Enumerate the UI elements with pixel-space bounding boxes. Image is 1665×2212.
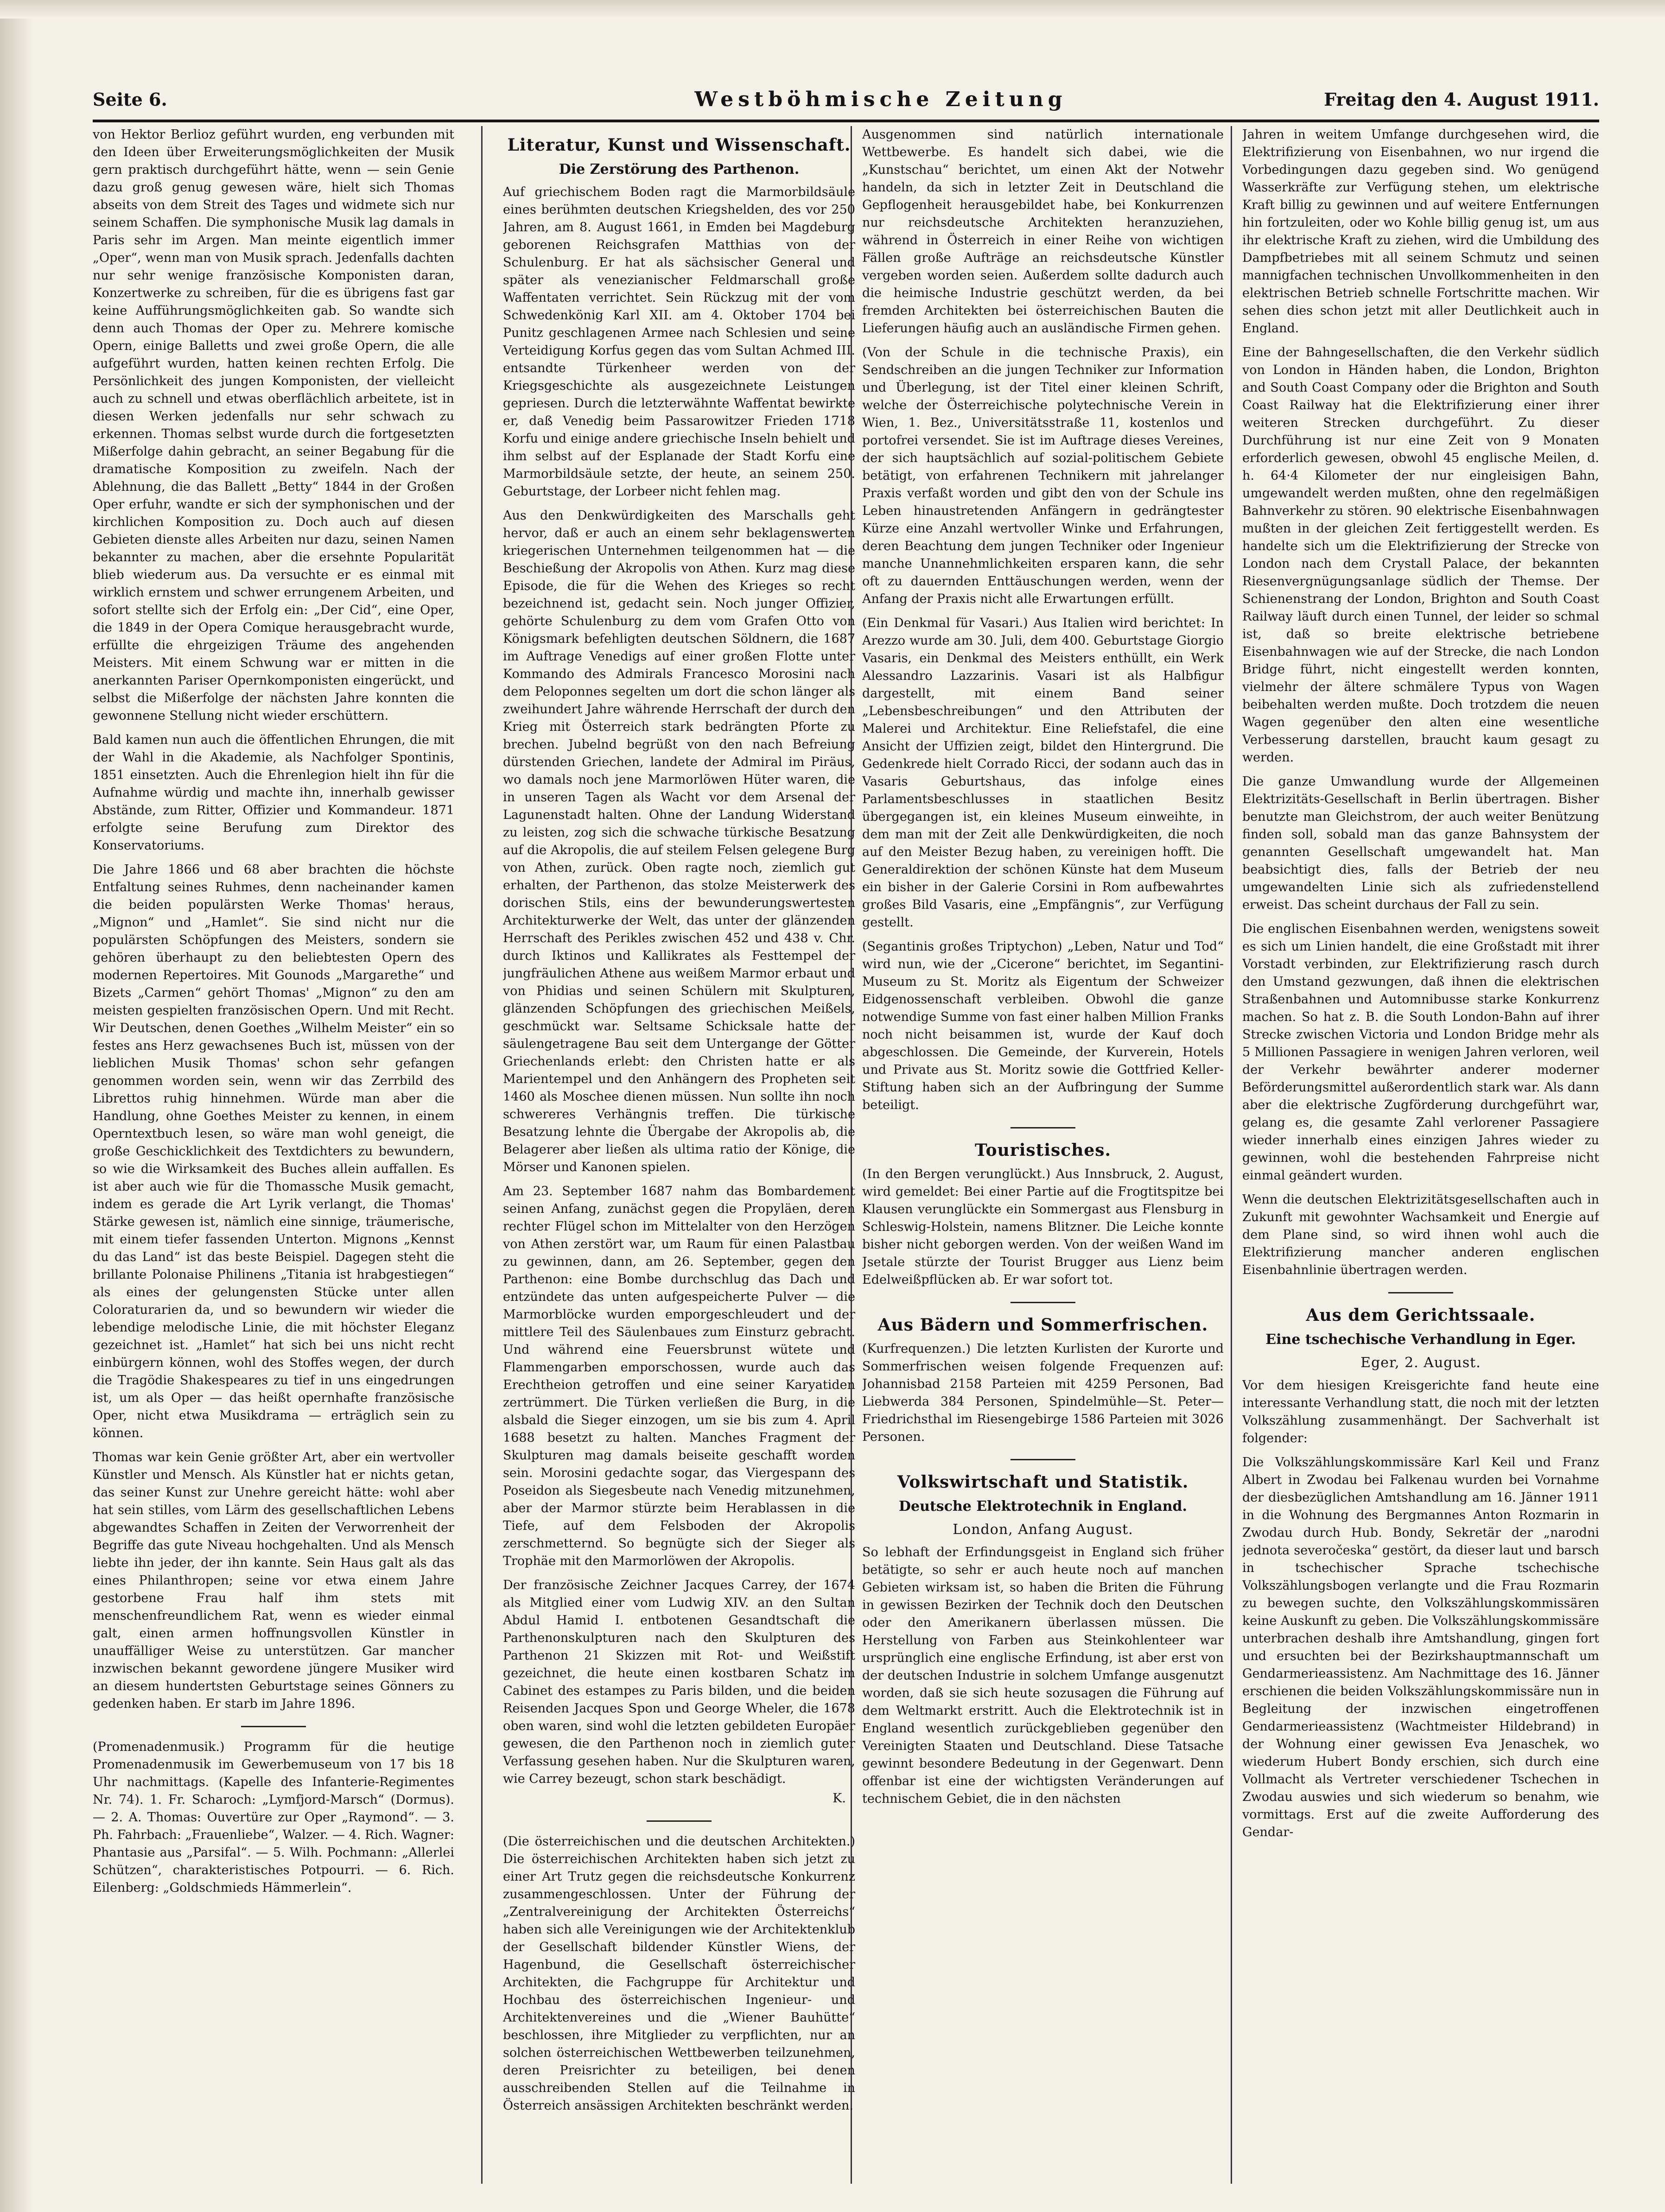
article-paragraph: Die ganze Umwandlung wurde der Allgemeinen Elektrizitäts-Gesellschaft in Berlin übertragen. Bisher benutzte man Gleichstrom, der auch weiter Benützung finden soll, sobald man das ganze Bahnsystem der genannten Gesellschaft umgewandelt hat. Man beabsichtigt dies, falls der Betrieb der neu umgewandelten Linie sich als zufriedenstellend erweist. Das scheint durchaus der Fall zu sein.	[1242, 774, 1599, 912]
dateline: London, Anfang August.	[953, 1521, 1133, 1538]
section-heading-touristik: Touristisches.	[974, 1141, 1112, 1160]
promenade-notice: (Promenadenmusik.) Programm für die heutige Promenadenmusik im Gewerbemuseum von 17 bis 18 Uhr nachmittags. (Kapelle des Infanterie-Regimentes Nr. 74). 1. Fr. Scharoch: „Lymfjord-Marsch“ (Dormus). — 2. A. Thomas: Ouvertüre zur Oper „Raymond“. — 3. Ph. Fahrbach: „Frauenliebe“, Walzer. — 4. Rich. Wagner: Phantasie aus „Parsifal“. — 5. Wilh. Pochmann: „Allerlei Schützen“, charakteristisches Potpourri. — 6. Rich. Eilenberg: „Goldschmieds Hämmerlein“.	[93, 1740, 454, 1895]
separator-rule	[1010, 1302, 1075, 1303]
article-paragraph: (In den Bergen verunglückt.) Aus Innsbruck, 2. August, wird gemeldet: Bei einer Partie auf die Frogtitspitze bei Klausen verunglückte ein Sommergast aus Flensburg in Schleswig-Holstein, namens Blitzner. Die Leiche konnte bisher nicht geborgen werden. Von der weißen Wand im Jsetale stürzte der Tourist Brugger aus Lienz beim Edelweißpflücken ab. Er war sofort tot.	[862, 1167, 1224, 1287]
article-paragraph: Jahren in weitem Umfange durchgesehen wird, die Elektrifizierung von Eisenbahnen, wo nur irgend die Vorbedingungen dazu gegeben sind. Wo genügend Wasserkräfte zur Verfügung stehen, um elektrische Kraft billig zu gewinnen und auf weitere Entfernungen hin fortzuleiten, oder wo Kohle billig genug ist, um aus ihr elektrische Kraft zu ziehen, wird die Umbildung des Dampfbetriebes mit all seinem Schmutz und seinen mannigfachen technischen Unvollkommenheiten in den elektrischen Betrieb schnelle Fortschritte machen. Wir sehen dies schon jetzt mit aller Deutlichkeit auch in England.	[1242, 127, 1599, 336]
article-paragraph: (Die österreichischen und die deutschen Architekten.) Die österreichischen Architekten haben sich jetzt zu einer Art Trutz gegen die reichsdeutsche Konkurrenz zusammengeschlossen. Unter der Führung der „Zentralvereinigung der Architekten Österreichs“ haben sich alle Vereinigungen wie der Architektenklub der Gesellschaft bildender Künstler Wiens, der Hagenbund, die Gesellschaft österreichischer Architekten, die Fachgruppe für Architektur und Hochbau des österreichischen Ingenieur- und Architektenvereines und die „Wiener Bauhütte“ beschlossen, ihre Mitglieder zu verpflichten, nur an solchen österreichischen Wettbewerben teilzunehmen, deren Preisrichter zu beteiligen, bei denen ausschreibenden Stellen auf die Teilnahme in Österreich ansässigen Architekten beschränkt werden.	[503, 1834, 855, 2113]
article-paragraph: Eine der Bahngesellschaften, die den Verkehr südlich von London in Händen haben, die London, Brighton and South Coast Company oder die Brighton and South Coast Railway hat die Elektrifizierung einer ihrer weiteren Strecken durchgeführt. Zu dieser Durchführung ist nur eine Zeit von 9 Monaten erforderlich gewesen, obwohl 45 englische Meilen, d. h. 64·4 Kilometer der nur eingleisigen Bahn, umgewandelt werden mußten, ohne den regelmäßigen Bahnverkehr zu stören. 90 elektrische Eisenbahnwagen mußten in der gleichen Zeit fertiggestellt werden. Es handelte sich um die Elektrifizierung der Strecke von London nach dem Crystall Palace, der bekannten Riesenvergnügungsanlage südlich der Themse. Der Schienenstrang der London, Brighton and South Coast Railway läuft durch einen Tunnel, der leider so schmal ist, daß so breite elektrische betriebene Eisenbahnwagen wie auf der Strecke, die nach London Bridge führt, nicht eingestellt werden konnten, vielmehr der ältere schmälere Typus von Wagen beibehalten werden mußte. Doch trotzdem die neuen Wagen gegenüber den alten eine wesentliche Verbesserung darstellen, braucht kaum gesagt zu werden.	[1242, 345, 1599, 765]
article-paragraph: Die englischen Eisenbahnen werden, wenigstens soweit es sich um Linien handelt, die eine Großstadt mit ihrer Vorstadt verbinden, zur Elektrifizierung rasch durch den Umstand gezwungen, daß ihnen die elektrischen Straßenbahnen und Automnibusse starke Konkurrenz machen. So hat z. B. die South London-Bahn auf ihrer Strecke zwischen Victoria und London Bridge mehr als 5 Millionen Passagiere in wenigen Jahren verloren, weil der Verkehr bewährter anderer moderner Beförderungsmittel außerordentlich stark war. Als dann aber die elektrische Zugförderung durchgeführt war, gelang es, die gesamte Zahl verlorener Passagiere wieder innerhalb eines einzigen Jahres wieder zu gewinnen, wohl die bestehenden Fahrpreise nicht einmal geändert wurden.	[1242, 922, 1599, 1183]
header-rule	[93, 120, 1599, 122]
article-paragraph: Die Jahre 1866 und 68 aber brachten die höchste Entfaltung seines Ruhmes, denn nacheinander kamen die beiden populärsten Werke Thomas' heraus, „Mignon“ und „Hamlet“. Sie sind nicht nur die populärsten Schöpfungen des Meisters, sondern sie gehören überhaupt zu den beliebtesten Opern des modernen Repertoires. Mit Gounods „Margarethe“ und Bizets „Carmen“ gehört Thomas' „Mignon“ zu den am meisten gespielten französischen Opern. Und mit Recht. Wir Deutschen, denen Goethes „Wilhelm Meister“ ein so festes ans Herz gewachsenes Buch ist, müssen von der lieblichen Musik Thomas' schon sehr gefangen genommen worden sein, wenn wir das Zerrbild des Librettos ruhig hinnehmen. Würde man aber die Handlung, ohne Goethes Meister zu kennen, in einem Operntextbuch lesen, so wäre man wohl geneigt, die große Geschicklichkeit des Textdichters zu bewundern, so wie die Wirksamkeit des Buches allein auffallen. Es ist aber auch wie für die Thomassche Musik gemacht, indem es gerade die Art Lyrik verlangt, die Thomas' Stärke gewesen ist, nämlich eine sinnige, träumerische, mit einem tiefer fassenden Unterton. Mignons „Kennst du das Land“ ist das beste Beispiel. Dagegen steht die brillante Polonaise Philinens „Titania ist hrabgestiegen“ als eines der gelungensten Stücke unter allen Coloraturarien da, und so bewundern wir wieder die lebendige melodische Linie, die mit höchster Eleganz gezeichnet ist. „Hamlet“ hat sich bei uns nicht recht einbürgern können, wohl des Stoffes wegen, der durch die Tragödie Shakespeares zu tief in uns eingedrungen ist, um als Oper — das heißt opernhafte französische Oper, nicht etwa Musikdrama — erträglich sein zu können.	[93, 862, 454, 1440]
page-number: Seite 6.	[93, 89, 167, 110]
article-paragraph: (Kurfrequenzen.) Die letzten Kurlisten der Kurorte und Sommerfrischen weisen folgende Frequenzen auf: Johannisbad 2158 Parteien mit 4259 Personen, Bad Liebwerda 384 Personen, Spindelmühle—St. Peter—Friedrichsthal im Riesengebirge 1586 Parteien mit 3026 Personen.	[862, 1342, 1224, 1444]
article-title-verhandlung: Eine tschechische Verhandlung in Eger.	[1265, 1331, 1576, 1348]
column-rule	[481, 126, 483, 2184]
column-2	[503, 126, 855, 2184]
column-rule	[1231, 126, 1232, 2184]
scan-edge-left	[0, 0, 32, 2212]
separator-rule	[647, 1820, 712, 1822]
masthead: Westböhmische Zeitung	[694, 88, 1067, 111]
article-paragraph: (Segantinis großes Triptychon) „Leben, Natur und Tod“ wird nun, wie der „Cicerone“ berichtet, im Segantini-Museum zu St. Moritz als Eigentum der Schweizer Eidgenossenschaft verbleiben. Obwohl die ganze notwendige Summe von fast einer halben Million Franks noch nicht beisammen ist, wurde der Kauf doch abgeschlossen. Die Gemeinde, der Kurverein, Hotels und Private aus St. Moritz sowie die Gottfried Keller-Stiftung haben sich an der Aufbringung der Summe beteiligt.	[862, 939, 1224, 1112]
article-title-elektrotechnik: Deutsche Elektrotechnik in England.	[899, 1498, 1187, 1515]
article-paragraph: Ausgenommen sind natürlich internationale Wettbewerbe. Es handelt sich dabei, wie die „Kunstschau“ berichtet, um einen Akt der Notwehr handeln, da sich in letzter Zeit in Deutschland die Gepflogenheit herausgebildet habe, bei Konkurrenzen nur reichsdeutsche Architekten heranzuziehen, während in Österreich in einer Reihe von wichtigen Fällen große Aufträge an reichsdeutsche Künstler vergeben worden seien. Außerdem sollte dadurch auch die heimische Industrie geschützt werden, da bei fremden Architekten bei österreichischen Bauten die Lieferungen häufig auch an ausländische Firmen gehen.	[862, 127, 1224, 336]
separator-rule	[241, 1726, 306, 1727]
dateline: Eger, 2. August.	[1360, 1355, 1481, 1371]
separator-rule	[1388, 1292, 1453, 1293]
section-heading-baeder: Aus Bädern und Sommerfrischen.	[877, 1315, 1208, 1335]
section-heading-literatur: Literatur, Kunst und Wissenschaft.	[507, 135, 851, 155]
separator-rule	[1010, 1127, 1075, 1128]
column-4	[1242, 126, 1599, 2184]
article-paragraph: Der französische Zeichner Jacques Carrey, der 1674 als Mitglied einer vom Ludwig XIV. an den Sultan Abdul Hamid I. entbotenen Gesandtschaft die Parthenonskulpturen nach den Skulpturen des Parthenon 21 Skizzen mit Rot- und Weißstift gezeichnet, die heute einen kostbaren Schatz im Cabinet des estampes zu Paris bilden, und die beiden Reisenden Jacques Spon und George Wheler, die 1678 oben waren, sind wohl die letzten gebildeten Europäer gewesen, die den Parthenon noch in ziemlich guter Verfassung gesehen haben. Nur die Skulpturen waren, wie Carrey bezeugt, schon stark beschädigt.	[503, 1578, 855, 1786]
article-paragraph: Wenn die deutschen Elektrizitätsgesellschaften auch in Zukunft mit gewohnter Wachsamkeit und Energie auf dem Plane sind, so wird ihnen wohl auch die Elektrifizierung mancher anderen englischen Eisenbahnlinie übertragen werden.	[1242, 1192, 1599, 1277]
scan-edge-top	[0, 0, 1665, 19]
article-paragraph: Aus den Denkwürdigkeiten des Marschalls geht hervor, daß er auch an einem sehr beklagenswerten kriegerischen Unternehmen teilgenommen hat — die Beschießung der Akropolis von Athen. Kurz mag diese Episode, die für die Wehen des Krieges so recht bezeichnend ist, gedacht sein. Noch junger Offizier, gehörte Schulenburg zu dem vom Grafen Otto von Königsmark befehligten deutschen Söldnern, die 1687 im Auftrage Venedigs auf einer großen Flotte unter Kommando des Admirals Francesco Morosini nach dem Peloponnes segelten um dort die schon länger als zweihundert Jahre währende Herrschaft der durch den Krieg mit Österreich stark bedrängten Pforte zu brechen. Jubelnd begrüßt von den nach Befreiung dürstenden Griechen, landete der Admiral im Piräus, wo damals noch jene Marmorlöwen Hüter waren, die in unseren Tagen als Wacht vor dem Arsenal der Lagunenstadt halten. Ohne der Landung Widerstand zu leisten, zog sich die schwache türkische Besatzung auf die Akropolis, die auf steilem Felsen gelegene Burg von Athen, zurück. Oben ragte noch, ziemlich gut erhalten, der Parthenon, das stolze Meisterwerk des dorischen Stils, eins der bewunderungswertesten Architekturwerke der Welt, das unter der glänzenden Herrschaft des Perikles zwischen 452 und 438 v. Chr. durch Iktinos und Kallikrates als Festtempel der jungfräulichen Athene aus weißem Marmor erbaut und von Phidias und seinen Schülern mit Skulpturen, glänzenden Schöpfungen des griechischen Meißels, geschmückt war. Seltsame Schicksale hatte der säulengetragene Bau seit dem Untergange der Götter Griechenlands erlebt: den Christen hatte er als Marientempel und den Anhängern des Propheten seit 1460 als Moschee dienen müssen. Nun sollte ihn noch schwereres Verhängnis treffen. Die türkische Besatzung lehnte die Übergabe der Akropolis ab, die Belagerer aber ließen als ultima ratio der Könige, die Mörser und Kanonen spielen.	[503, 508, 855, 1174]
article-paragraph: Bald kamen nun auch die öffentlichen Ehrungen, die mit der Wahl in die Akademie, als Nachfolger Spontinis, 1851 einsetzten. Auch die Ehrenlegion hielt ihn für die Aufnahme würdig und machte ihn, innerhalb gewisser Abstände, zum Ritter, Offizier und Kommandeur. 1871 erfolgte seine Berufung zum Direktor des Konservatoriums.	[93, 733, 454, 853]
article-paragraph: von Hektor Berlioz geführt wurden, eng verbunden mit den Ideen über Erweiterungsmöglichkeiten der Musik gern praktisch durchgeführt hätte, wenn — sein Genie dazu groß genug gewesen wäre, hielt sich Thomas abseits von dem Streit des Tages und widmete sich nur seinem Schaffen. Die symphonische Musik lag damals in Paris sehr im Argen. Man meinte eigentlich immer „Oper“, wenn man von Musik sprach. Jedenfalls dachten nur sehr wenige französische Komponisten daran, Konzertwerke zu schreiben, für die es übrigens fast gar keine Aufführungsmöglichkeiten gab. So wandte sich denn auch Thomas der Oper zu. Mehrere komische Opern, einige Balletts und zwei große Opern, die alle aufgeführt wurden, hatten keinen rechten Erfolg. Die Persönlichkeit des jungen Komponisten, der vielleicht auch zu schnell und etwas oberflächlich arbeitete, ist in diesen Werken jedenfalls nur sehr schwach zu erkennen. Thomas selbst wurde durch die fortgesetzten Mißerfolge dahin gebracht, an seiner Begabung für die dramatische Komposition zu zweifeln. Nach der Ablehnung, die das Ballett „Betty“ 1844 in der Großen Oper erfuhr, wandte er sich der symphonischen und der kirchlichen Komposition zu. Doch auch auf diesen Gebieten dienste alles Arbeiten nur dazu, seinen Namen bekannter zu machen, aber die ersehnte Popularität blieb wiederum aus. Da versuchte er es einmal mit wirklich ernstem und schwer errungenem Arbeiten, und sofort stellte sich der Erfolg ein: „Der Cid“, eine Oper, die 1849 in der Opera Comique herausgebracht wurde, erfüllte die ehrgeizigen Träume des angehenden Meisters. Mit einem Schwung war er mitten in die anerkannten Pariser Opernkomponisten eingerückt, und selbst die Mißerfolge der nächsten Jahre konnten die gewonnene Stellung nicht wieder erschüttern.	[93, 127, 454, 723]
section-heading-gerichtssaal: Aus dem Gerichtssaale.	[1306, 1306, 1536, 1325]
article-paragraph: Die Volkszählungskommissäre Karl Keil und Franz Albert in Zwodau bei Falkenau wurden bei Vornahme der diesbezüglichen Amtshandlung am 16. Jänner 1911 in die Wohnung des Bergmannes Anton Rozmarin in Zwodau durch Hub. Bondy, Sekretär der „narodni jednota severočeska“ gestört, da dieser laut und barsch in tschechischer Sprache tschechische Volkszählungsbogen verlangte und die Frau Rozmarin zu bewegen suchte, den Volkszählungskommissären keine Auskunft zu geben. Die Volkszählungskommissäre unterbrachen deshalb ihre Amtshandlung, gingen fort und ersuchten bei der Bezirkshauptmannschaft um Gendarmerieassistenz. Am Nachmittage des 16. Jänner erschienen die beiden Volkszählungskommissäre nun in Begleitung der inzwischen eingetroffenen Gendarmerieassistenz (Wachtmeister Hildebrand) in der Wohnung einer gewissen Eva Jenaschek, wo wiederum Hubert Bondy erschien, sich durch eine Vollmacht als Vertreter verschiedener Tschechen in Zwodau auswies und sich wiederum so benahm, wie vormittags. Erst auf die zweite Aufforderung des Gendar-	[1242, 1455, 1599, 1839]
article-paragraph: (Ein Denkmal für Vasari.) Aus Italien wird berichtet: In Arezzo wurde am 30. Juli, dem 400. Geburtstage Giorgio Vasaris, ein Denkmal des Meisters enthüllt, ein Werk Alessandro Lazzarinis. Vasari ist als Halbfigur dargestellt, mit einem Band seiner „Lebensbeschreibungen“ und den Attributen der Malerei und Architektur. Eine Reliefstafel, die eine Ansicht der Uffizien zeigt, bildet den Hintergrund. Die Gedenkrede hielt Corrado Ricci, der sodann auch das in Vasaris Geburtshaus, das infolge eines Parlamentsbeschlusses in staatlichen Besitz übergegangen ist, ein kleines Museum einweihte, in dem man mit der Zeit alle Denkwürdigkeiten, die noch auf den Meister Bezug haben, zu vereinigen hofft. Die Generaldirektion der schönen Künste hat dem Museum ein bisher in der Galerie Corsini in Rom aufbewahrtes großes Bild Vasaris, eine „Empfängnis“, zur Verfügung gestellt.	[862, 616, 1224, 930]
article-paragraph: So lebhaft der Erfindungsgeist in England sich früher betätigte, so sehr er auch heute noch auf manchen Gebieten wirksam ist, so haben die Briten die Führung in gewissen Bezirken der Technik doch den Deutschen oder den Amerikanern überlassen müssen. Die Herstellung von Farben aus Steinkohlenteer war ursprünglich eine englische Erfindung, ist aber erst von der deutschen Industrie in solchem Umfange ausgenutzt worden, daß sie sich heute sozusagen die Führung auf dem Weltmarkt erstritt. Auch die Elektrotechnik ist in England wesentlich zurückgeblieben gegenüber den Vereinigten Staaten und Deutschland. Diese Tatsache gewinnt besondere Bedeutung in der Gegenwart. Denn offenbar ist eine der wichtigsten Veränderungen auf technischem Gebiet, die in den nächsten	[862, 1545, 1224, 1806]
separator-rule	[1010, 1459, 1075, 1460]
article-paragraph: Am 23. September 1687 nahm das Bombardement seinen Anfang, zunächst gegen die Propyläen, deren rechter Flügel schon im Mittelalter von den Herzögen von Athen zerstört war, um Raum für einen Palastbau zu gewinnen, dann, am 26. September, gegen den Parthenon: eine Bombe durchschlug das Dach und entzündete das unten aufgespeicherte Pulver — die Marmorblöcke wurden emporgeschleudert und der mittlere Teil des Säulenbaues zum Einsturz gebracht. Und während eine Feuersbrunst wütete und Flammengarben emporschossen, wurde auch das Erechtheion getroffen und eine seiner Karyatiden zertrümmert. Die Türken verließen die Burg, in die alsbald die Sieger einzogen, um sie bis zum 4. April 1688 besetzt zu halten. Manches Fragment der Skulpturen mag damals beiseite geschafft worden sein. Morosini gedachte sogar, das Viergespann des Poseidon als Siegesbeute nach Venedig mitzunehmen, aber der Marmor stürzte beim Herablassen in die Tiefe, auf dem Felsboden der Akropolis zerschmetternd. So begnügte sich der Sieger als Trophäe mit den Marmorlöwen der Akropolis.	[503, 1184, 855, 1568]
column-3	[862, 126, 1224, 2184]
article-paragraph: Auf griechischem Boden ragt die Marmorbildsäule eines berühmten deutschen Kriegshelden, des vor 250 Jahren, am 8. August 1661, in Emden bei Magdeburg geborenen Reichsgrafen Matthias von der Schulenburg. Er hat als sächsischer General und später als venezianischer Feldmarschall große Waffentaten verrichtet. Sein Rückzug mit der vom Schwedenkönig Karl XII. am 4. Oktober 1704 bei Punitz geschlagenen Armee nach Schlesien und seine Verteidigung Korfus gegen das vom Sultan Achmed III. entsandte Türkenheer werden von der Kriegsgeschichte als ausgezeichnete Leistungen gepriesen. Durch die letzterwähnte Waffentat bewirkte er, daß Venedig beim Passarowitzer Frieden 1718 Korfu und einige andere griechische Inseln behielt und ihm selbst auf der Esplanade der Stadt Korfu eine Marmorbildsäule setzte, der heute, an seinem 250. Geburtstage, der Lorbeer nicht fehlen mag.	[503, 185, 855, 499]
column-1	[93, 126, 454, 2184]
article-paragraph: Thomas war kein Genie größter Art, aber ein wertvoller Künstler und Mensch. Als Künstler hat er nichts getan, das seiner Kunst zur Unehre gereicht hätte: wohl aber hat sein stilles, vom Lärm des gesellschaftlichen Lebens abgewandtes Schaffen in Zeiten der Verworrenheit der Begriffe das gute Niveau hochgehalten. Und als Mensch liebte ihn jeder, der ihn kannte. Sein Haus galt als das eines Philanthropen; seine vor etwa einem Jahre gestorbene Frau half ihm stets mit menschenfreundlichem Rat, wenn es wieder einmal galt, einen armen hoffnungsvollen Künstler in unauffälliger Weise zu unterstützen. Gar mancher inzwischen bekannt gewordene jüngere Musiker wird an diesem hundertsten Geburtstage seines Gönners zu gedenken haben. Er starb im Jahre 1896.	[93, 1450, 454, 1711]
article-title-parthenon: Die Zerstörung des Parthenon.	[559, 161, 800, 177]
issue-date: Freitag den 4. August 1911.	[1324, 89, 1599, 110]
section-heading-volkswirtschaft: Volkswirtschaft und Statistik.	[897, 1472, 1189, 1492]
page-header	[93, 86, 1599, 118]
article-paragraph: Vor dem hiesigen Kreisgerichte fand heute eine interessante Verhandlung statt, die noch mit der letzten Volkszählung zusammenhängt. Der Sachverhalt ist folgender:	[1242, 1378, 1599, 1445]
author-signature: K.	[832, 1791, 846, 1806]
article-paragraph: (Von der Schule in die technische Praxis), ein Sendschreiben an die jungen Techniker zur Information und Überlegung, ist der Titel einer kleinen Schrift, welche der Österreichische polytechnische Verein in Wien, 1. Bez., Universitätsstraße 11, kostenlos und portofrei versendet. Sie ist im Auftrage dieses Vereines, der sich hauptsächlich auf sozial-politischem Gebiete betätigt, von erfahrenen Technikern mit jahrelanger Praxis verfaßt worden und gibt den von der Schule ins Leben hinaustretenden Anfängern in gedrängtester Kürze eine Anzahl wertvoller Winke und Erfahrungen, deren Beachtung dem jungen Techniker oder Ingenieur manche Unannehmlichkeiten ersparen kann, die sehr oft zu dauernden Enttäuschungen werden, wenn der Anfang der Praxis nicht alle Erwartungen erfüllt.	[862, 345, 1224, 606]
